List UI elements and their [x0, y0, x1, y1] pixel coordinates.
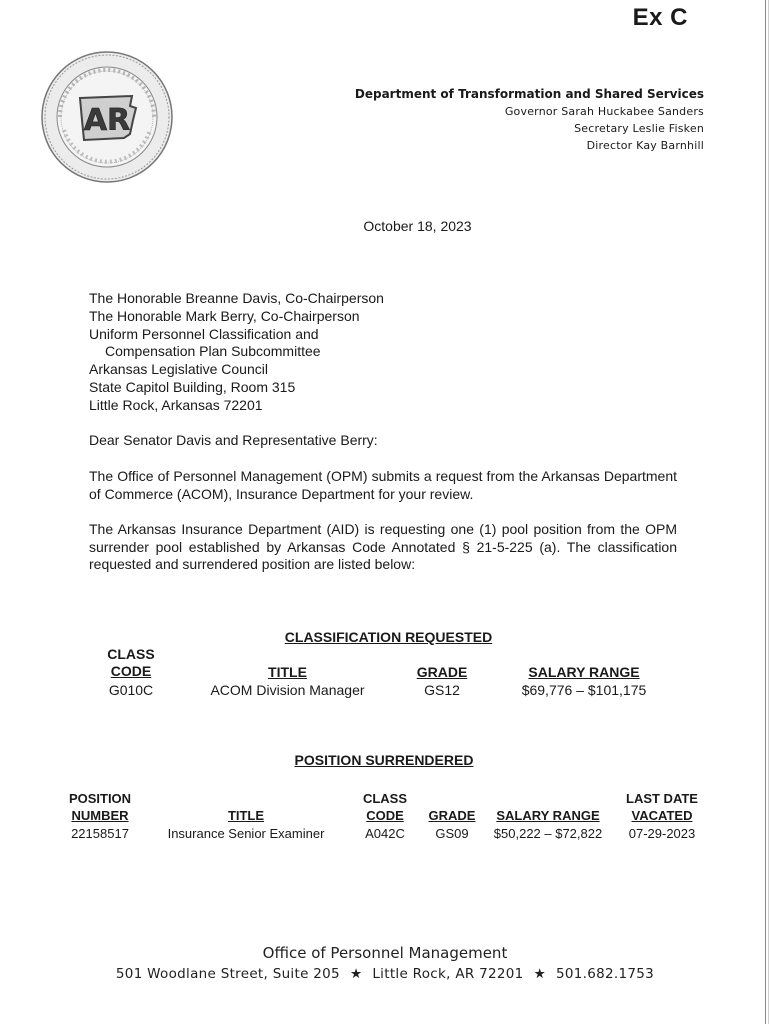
secretary-line: Secretary Leslie Fisken: [574, 122, 704, 135]
recipient-address: [89, 290, 384, 415]
recipient-line: State Capitol Building, Room 315: [89, 378, 296, 395]
surrendered-title: Insurance Senior Examiner: [167, 826, 325, 841]
classification-requested-heading: CLASSIFICATION REQUESTED: [284, 629, 493, 645]
class-code-header-line2: CODE: [110, 663, 152, 679]
requested-salary: $69,776 – $101,175: [521, 682, 647, 698]
department-name: Department of Transformation and Shared Services: [354, 87, 704, 101]
surrendered-class-header-line2: CODE: [366, 808, 404, 823]
agency-header: [355, 86, 704, 154]
surrendered-salary: $50,222 – $72,822: [493, 826, 603, 841]
surrendered-salary-header: SALARY RANGE: [496, 808, 600, 823]
footer-address-line: [0, 966, 770, 982]
footer-phone: 501.682.1753: [555, 966, 655, 982]
vacated-header-line1: LAST DATE: [626, 791, 698, 806]
state-seal-logo: [40, 50, 174, 184]
recipient-line: The Honorable Mark Berry, Co-Chairperson: [89, 307, 360, 324]
surrendered-position-number: 22158517: [71, 826, 129, 841]
scan-edge-line: [765, 0, 766, 1024]
recipient-line: Uniform Personnel Classification and: [89, 325, 319, 342]
surrendered-grade: GS09: [435, 826, 469, 841]
footer-city: Little Rock, AR 72201: [372, 966, 524, 982]
scan-edge-line-secondary: [768, 0, 769, 1024]
exhibit-label: Ex C: [632, 4, 688, 31]
svg-text:AR: AR: [83, 103, 131, 138]
seal-icon: [40, 50, 174, 184]
recipient-line: Little Rock, Arkansas 72201: [89, 396, 263, 413]
requested-salary-header: SALARY RANGE: [528, 664, 640, 680]
class-code-header-line1: CLASS: [107, 646, 155, 662]
footer-office-name: Office of Personnel Management: [262, 944, 508, 962]
footer-separator: ★: [349, 966, 363, 982]
requested-grade: GS12: [424, 682, 460, 698]
recipient-line: Arkansas Legislative Council: [89, 361, 268, 378]
footer-separator: ★: [533, 966, 546, 982]
position-number-header: [58, 790, 142, 824]
position-number-header-line2: NUMBER: [71, 808, 129, 823]
class-code-header: [96, 646, 166, 680]
body-paragraph-1: The Office of Personnel Management (OPM) submits a request from the Arkansas Department of Commerce (ACOM), Insurance Department for your review.: [89, 468, 677, 502]
body-paragraph-2: The Arkansas Insurance Department (AID) is requesting one (1) pool position from the OPM surrender pool established by Arkansas Code Annotated § 21-5-225 (a). The classification requested and surrendered position are listed below:: [89, 521, 677, 572]
governor-line: Governor Sarah Huckabee Sanders: [504, 105, 704, 118]
requested-title: ACOM Division Manager: [210, 682, 365, 698]
requested-grade-header: GRADE: [416, 664, 468, 680]
requested-title-header: TITLE: [268, 664, 307, 680]
salutation: Dear Senator Davis and Representative Berry:: [89, 432, 378, 448]
vacated-header-line2: VACATED: [631, 808, 693, 823]
surrendered-class-code: A042C: [365, 826, 405, 841]
position-number-header-line1: POSITION: [68, 791, 132, 806]
letter-date: October 18, 2023: [363, 218, 472, 234]
recipient-line: Compensation Plan Subcommittee: [105, 343, 321, 360]
footer-street: 501 Woodlane Street, Suite 205: [115, 966, 340, 982]
surrendered-class-code-header: [352, 790, 418, 824]
position-surrendered-heading: POSITION SURRENDERED: [294, 752, 474, 768]
surrendered-title-header: TITLE: [227, 808, 265, 823]
director-line: Director Kay Barnhill: [586, 139, 704, 152]
last-date-vacated-header: [612, 790, 712, 824]
surrendered-class-header-line1: CLASS: [362, 791, 408, 806]
surrendered-grade-header: GRADE: [428, 808, 476, 823]
requested-class-code: G010C: [108, 682, 154, 698]
recipient-line: The Honorable Breanne Davis, Co-Chairperson: [89, 290, 384, 306]
surrendered-vacated-date: 07-29-2023: [628, 826, 696, 841]
